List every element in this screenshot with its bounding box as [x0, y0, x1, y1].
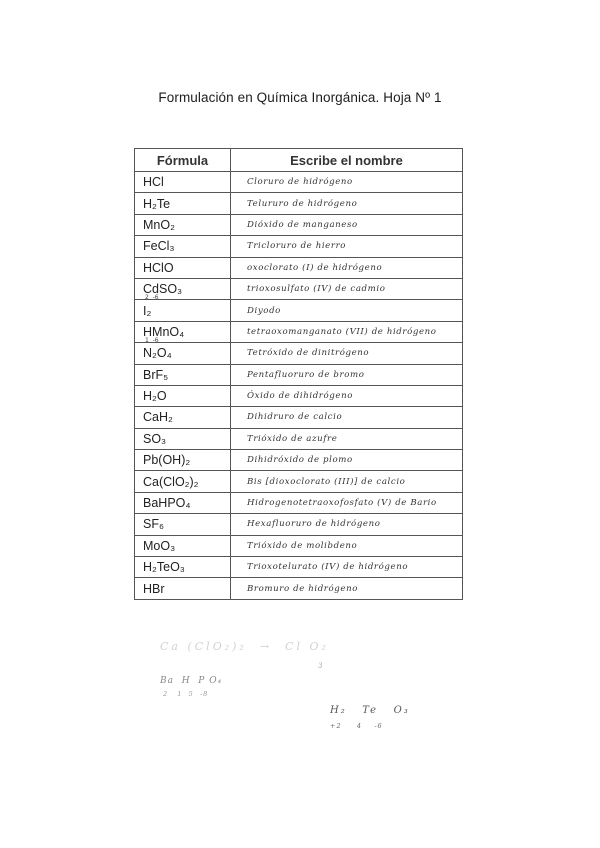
formula-cell	[135, 471, 231, 492]
table-row	[135, 514, 463, 535]
table-header-row	[135, 149, 463, 172]
formula-text: I₂	[143, 303, 152, 318]
table-row	[135, 492, 463, 513]
formula-text: BrF₅	[143, 367, 169, 382]
handwritten-name-cell: Telururo de hidrógeno	[231, 193, 463, 214]
formula-text: H₂TeO₃	[143, 560, 185, 575]
table-row	[135, 278, 463, 299]
faint-scratch-note: Ca (ClO₂)₂ → Cl O₂	[160, 640, 329, 653]
formula-cell	[135, 492, 231, 513]
handwritten-name-cell: Cloruro de hidrógeno	[231, 172, 463, 193]
formula-cell	[135, 557, 231, 578]
table-row	[135, 364, 463, 385]
scratch-note-h2teo3: H₂ Te O₃	[330, 705, 410, 716]
formula-cell	[135, 172, 231, 193]
formula-cell	[135, 450, 231, 471]
table-row	[135, 471, 463, 492]
formula-cell	[135, 214, 231, 235]
oxidation-number-note: 1 -6	[145, 337, 159, 345]
formula-text: SF₆	[143, 517, 165, 532]
table-row	[135, 450, 463, 471]
formula-cell	[135, 257, 231, 278]
formula-text: HMnO₄	[143, 324, 185, 339]
formula-cell	[135, 236, 231, 257]
formula-cell	[135, 321, 231, 345]
formula-cell	[135, 407, 231, 428]
table-row	[135, 214, 463, 235]
page-title: Formulación en Química Inorgánica. Hoja Nº 1	[158, 90, 442, 105]
formula-cell	[135, 300, 231, 321]
handwritten-name-cell: Trióxido de azufre	[231, 428, 463, 449]
table-row	[135, 557, 463, 578]
formula-text: H₂Te	[143, 196, 171, 211]
formula-column-header: Fórmula	[135, 149, 231, 172]
formula-cell	[135, 278, 231, 302]
table-row	[135, 343, 463, 364]
formula-text: HCl	[143, 175, 164, 190]
formula-text: N₂O₄	[143, 346, 172, 361]
handwritten-name-cell: oxoclorato (I) de hidrógeno	[231, 257, 463, 278]
name-column-header: Escribe el nombre	[231, 149, 463, 172]
handwritten-name-cell: tetraoxomanganato (VII) de hidrógeno	[231, 321, 463, 342]
handwritten-name-cell: Trióxido de molibdeno	[231, 535, 463, 556]
faint-scratch-subscript: 3	[318, 662, 323, 670]
formula-text: HBr	[143, 581, 165, 596]
scratch-note-baHPO4: Ba H P O₄	[160, 676, 223, 686]
handwritten-name-cell: Tetróxido de dinitrógeno	[231, 343, 463, 364]
handwritten-name-cell: Óxido de dihidrógeno	[231, 385, 463, 406]
formula-cell	[135, 364, 231, 385]
handwritten-name-cell: Hexafluoruro de hidrógeno	[231, 514, 463, 535]
formula-cell	[135, 535, 231, 556]
formula-text: H₂O	[143, 389, 167, 404]
formula-text: BaHPO₄	[143, 496, 191, 511]
table-row	[135, 407, 463, 428]
formula-text: HClO	[143, 260, 174, 275]
handwritten-name-cell: Hidrogenotetraoxofosfato (V) de Bario	[231, 492, 463, 513]
table-row	[135, 578, 463, 599]
formula-cell	[135, 343, 231, 364]
table-row	[135, 321, 463, 342]
table-row	[135, 300, 463, 321]
formula-text: CdSO₃	[143, 282, 183, 297]
formula-text: Pb(OH)₂	[143, 453, 191, 468]
handwritten-name-cell: Pentafluoruro de bromo	[231, 364, 463, 385]
scratch-note-baHPO4-oxidation: 2 1 5 -8	[163, 690, 209, 698]
handwritten-name-cell: Trioxotelurato (IV) de hidrógeno	[231, 557, 463, 578]
formula-cell	[135, 385, 231, 406]
formula-cell	[135, 514, 231, 535]
table-row	[135, 385, 463, 406]
formulation-table	[134, 148, 463, 600]
formula-text: FeCl₃	[143, 239, 175, 254]
formula-text: Ca(ClO₂)₂	[143, 474, 199, 489]
formula-text: CaH₂	[143, 410, 173, 425]
handwritten-name-cell: Diyodo	[231, 300, 463, 321]
formula-text: MnO₂	[143, 217, 175, 232]
handwritten-name-cell: Dihidruro de calcio	[231, 407, 463, 428]
table-row	[135, 236, 463, 257]
table-row	[135, 257, 463, 278]
table-row	[135, 172, 463, 193]
oxidation-number-note: 2 -6	[145, 294, 159, 302]
formula-cell	[135, 428, 231, 449]
formula-text: SO₃	[143, 431, 167, 446]
handwritten-name-cell: Tricloruro de hierro	[231, 236, 463, 257]
handwritten-name-cell: Dióxido de manganeso	[231, 214, 463, 235]
handwritten-name-cell: Bromuro de hidrógeno	[231, 578, 463, 599]
formula-text: MoO₃	[143, 538, 176, 553]
formula-cell	[135, 193, 231, 214]
table-row	[135, 193, 463, 214]
handwritten-name-cell: Bis [dioxoclorato (III)] de calcio	[231, 471, 463, 492]
formula-cell	[135, 578, 231, 599]
table-row	[135, 428, 463, 449]
handwritten-name-cell: trioxosulfato (IV) de cadmio	[231, 278, 463, 299]
table-row	[135, 535, 463, 556]
handwritten-name-cell: Dihidróxido de plomo	[231, 450, 463, 471]
scratch-note-h2teo3-oxidation: +2 4 -6	[330, 722, 383, 730]
